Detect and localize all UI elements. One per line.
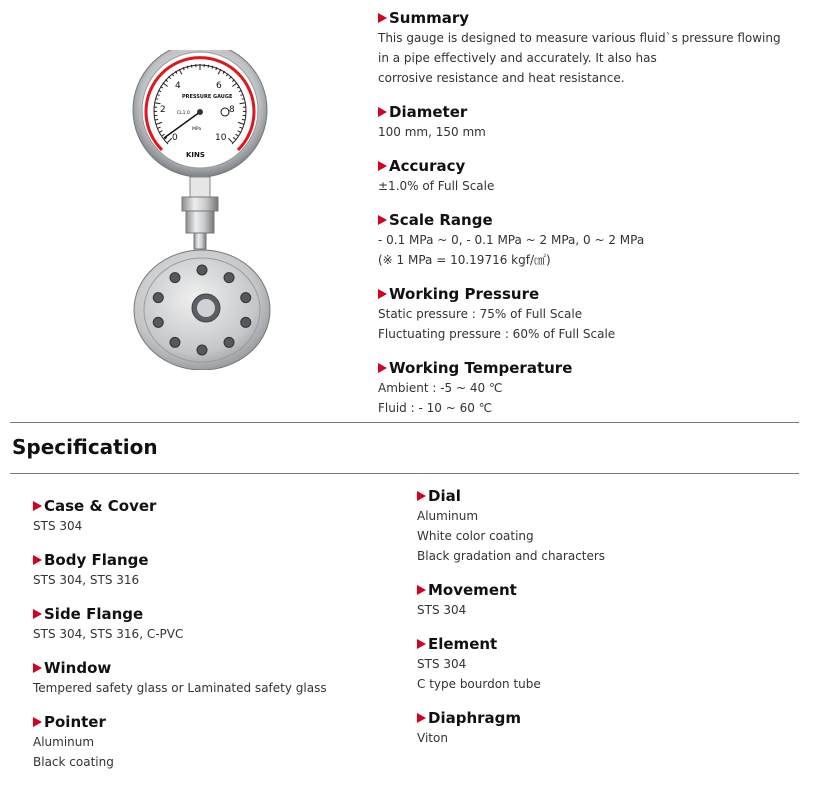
section-working-temperature [378,358,808,418]
dial-scale-4: 4 [175,81,181,91]
flange-bolt-icon [241,317,251,327]
section-title-text: Working Temperature [389,359,573,377]
section-title [378,102,808,122]
divider-bottom [10,473,799,474]
red-arrow-icon [417,491,426,501]
section-line: White color coating [417,529,534,543]
dial-brand: KINS [186,151,205,159]
section-line: Aluminum [417,509,479,523]
flange-bolt-icon [197,265,207,275]
pressure-gauge-illustration [120,50,280,370]
section-line: Aluminum [33,735,95,749]
section-line: Black coating [33,755,114,769]
section-line: STS 304, STS 316, C-PVC [33,627,184,641]
section-title-text: Body Flange [44,551,149,569]
flange-bolt-icon [224,337,234,347]
dial-scale-6: 6 [216,81,222,91]
section-title-text: Diameter [389,103,468,121]
section-line: This gauge is designed to measure various fluid`s pressure flowing [378,31,781,45]
section-title-text: Summary [389,9,470,27]
section-summary [378,8,808,88]
section-title [417,634,787,654]
section-title-text: Dial [428,487,461,505]
product-image [120,50,280,370]
section-line: corrosive resistance and heat resistance. [378,71,625,85]
section-title [378,8,808,28]
section-title-text: Diaphragm [428,709,522,727]
dial-tick [191,65,192,68]
section-diameter [378,102,808,142]
section-pointer [33,712,403,772]
spec-right-column [417,486,787,762]
red-arrow-icon [33,555,42,565]
section-title [378,210,808,230]
dial-class: CL1.0 [177,111,190,116]
section-line: Viton [417,731,448,745]
section-title-text: Movement [428,581,517,599]
section-title-text: Case & Cover [44,497,157,515]
red-arrow-icon [378,215,387,225]
dial-scale-2: 2 [160,105,166,115]
dial-tick [155,119,158,120]
section-title [33,658,403,678]
red-arrow-icon [417,585,426,595]
section-line: STS 304 [33,519,83,533]
section-line: Static pressure : 75% of Full Scale [378,307,583,321]
section-title-text: Side Flange [44,605,144,623]
flange-bolt-icon [224,273,234,283]
section-element [417,634,787,694]
section-case-cover [33,496,403,536]
section-title [33,712,403,732]
section-line: STS 304, STS 316 [33,573,140,587]
section-line: STS 304 [417,603,467,617]
section-title [33,550,403,570]
section-title [417,486,787,506]
red-arrow-icon [33,717,42,727]
flange-bolt-icon [241,293,251,303]
red-arrow-icon [417,713,426,723]
red-arrow-icon [417,639,426,649]
section-dial [417,486,787,566]
section-title-text: Accuracy [389,157,466,175]
section-line: - 0.1 MPa ~ 0, - 0.1 MPa ~ 2 MPa, 0 ~ 2 MPa [378,233,645,247]
section-title [33,496,403,516]
section-line: 100 mm, 150 mm [378,125,486,139]
red-arrow-icon [33,501,42,511]
section-diaphragm [417,708,787,748]
section-line: Fluid : - 10 ~ 60 ℃ [378,401,493,415]
red-arrow-icon [33,663,42,673]
section-scale-range [378,210,808,270]
red-arrow-icon [378,107,387,117]
section-title-text: Working Pressure [389,285,540,303]
dial-tick [242,119,245,120]
dial-unit: MPa [192,127,202,132]
dial-label: PRESSURE GAUGE [182,94,233,100]
dial-scale-8: 8 [229,105,235,115]
section-side-flange [33,604,403,644]
section-line: ±1.0% of Full Scale [378,179,495,193]
section-line: C type bourdon tube [417,677,541,691]
summary-section [378,8,808,432]
dial-scale-0: 0 [172,133,178,143]
dial-scale-10: 10 [215,133,227,143]
flange-bolt-icon [170,273,180,283]
section-accuracy [378,156,808,196]
red-arrow-icon [378,13,387,23]
dial-tick [208,65,209,68]
section-line: Tempered safety glass or Laminated safety glass [33,681,327,695]
section-line: Black gradation and characters [417,549,606,563]
spec-left-column [33,496,403,786]
divider-top [10,422,799,423]
section-title-text: Window [44,659,112,677]
red-arrow-icon [33,609,42,619]
flange-bolt-icon [170,337,180,347]
section-working-pressure [378,284,808,344]
flange-bolt-icon [153,317,163,327]
section-window [33,658,403,698]
section-title-text: Element [428,635,498,653]
section-movement [417,580,787,620]
red-arrow-icon [378,289,387,299]
section-title [417,708,787,728]
section-title [378,284,808,304]
flange-bolt-icon [197,345,207,355]
section-title [378,358,808,378]
section-body-flange [33,550,403,590]
section-title-text: Pointer [44,713,106,731]
section-title [417,580,787,600]
section-line: Fluctuating pressure : 60% of Full Scale [378,327,616,341]
section-line: in a pipe effectively and accurately. It also has [378,51,657,65]
section-title [378,156,808,176]
section-line: STS 304 [417,657,467,671]
section-line: Ambient : -5 ~ 40 ℃ [378,381,503,395]
red-arrow-icon [378,363,387,373]
flange-bolt-icon [153,293,163,303]
section-title-text: Scale Range [389,211,493,229]
section-line: (※ 1 MPa = 10.19716 kgf/㎠) [378,253,551,267]
red-arrow-icon [378,161,387,171]
specification-heading: Specification [12,435,158,459]
section-title [33,604,403,624]
